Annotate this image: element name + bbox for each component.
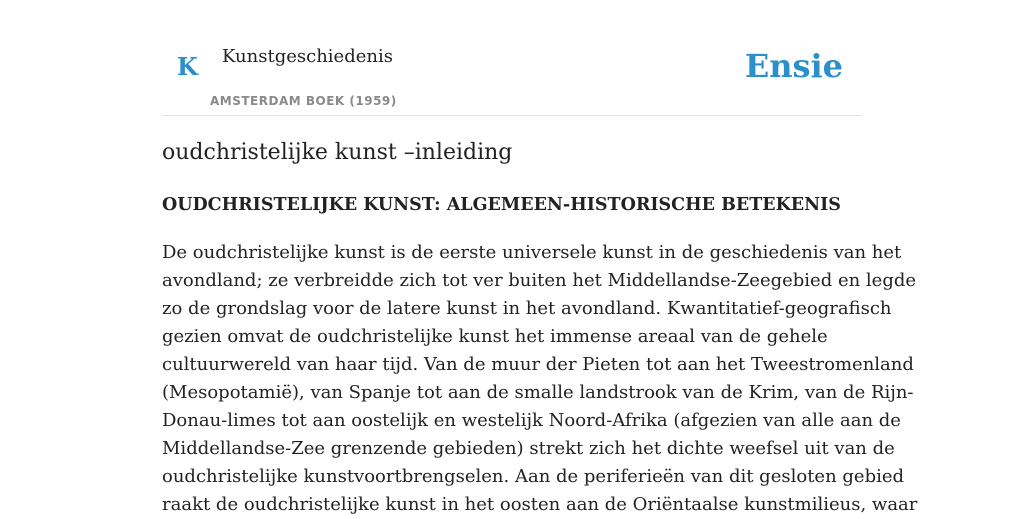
body-line: raakt de oudchristelijke kunst in het oosten aan de Oriëntaalse kunstmilieus, waar <box>162 494 918 515</box>
body-line: oudchristelijke kunstvoortbrengselen. Aan de periferieën van dit gesloten gebied <box>162 466 905 487</box>
header <box>162 0 862 116</box>
article-body <box>162 239 918 519</box>
body-line: avondland; ze verbreidde zich tot ver buiten het Middellandse-Zeegebied en legde <box>162 270 917 291</box>
article-title: oudchristelijke kunst –inleiding <box>162 140 513 165</box>
body-line: zo de grondslag voor de latere kunst in het avondland. Kwantitatief-geografisch <box>162 298 892 319</box>
section-heading: OUDCHRISTELIJKE KUNST: ALGEMEEN-HISTORISCHE BETEKENIS <box>162 195 841 215</box>
book-source: AMSTERDAM BOEK (1959) <box>210 94 397 108</box>
page-container <box>162 0 918 515</box>
body-line: Donau-limes tot aan oostelijk en westelijk Noord-Afrika (afgezien van alle aan de <box>162 410 901 431</box>
body-line: Middellandse-Zee grenzende gebieden) strekt zich het dichte weefsel uit van de <box>162 438 895 459</box>
book-logo[interactable]: K <box>177 52 198 81</box>
body-line: cultuurwereld van haar tijd. Van de muur der Pieten tot aan het Tweestromenland <box>162 354 914 375</box>
book-title-link[interactable]: Kunstgeschiedenis <box>222 46 393 67</box>
body-line: gezien omvat de oudchristelijke kunst het immense areaal van de gehele <box>162 326 828 347</box>
body-line: De oudchristelijke kunst is de eerste universele kunst in de geschiedenis van het <box>162 242 902 263</box>
body-line: (Mesopotamië), van Spanje tot aan de smalle landstrook van de Krim, van de Rijn- <box>162 382 914 403</box>
ensie-logo-link[interactable]: Ensie <box>744 47 843 85</box>
